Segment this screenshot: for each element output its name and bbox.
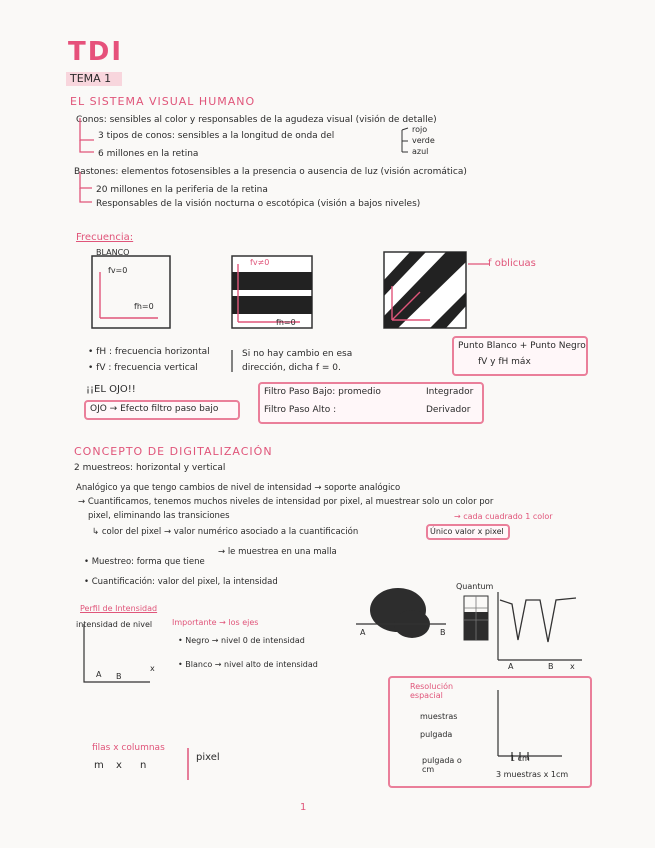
ojo-heading: ¡¡EL OJO!!: [86, 384, 136, 395]
blanco-label: BLANCO: [96, 248, 130, 257]
color-verde: verde: [412, 136, 435, 145]
ojo-effect: OJO → Efecto filtro paso bajo: [90, 404, 219, 414]
fmax-text: fV y fH máx: [478, 357, 531, 367]
fv0-label: fv=0: [108, 266, 128, 275]
m-symbol: m: [94, 760, 104, 771]
unico-text: Único valor x pixel: [430, 527, 504, 536]
intensidad-axis-label: intensidad de nivel: [76, 620, 153, 629]
punto-text: Punto Blanco + Punto Negro: [458, 341, 586, 351]
scan-a: A: [360, 628, 366, 637]
negro-text: • Negro → nivel 0 de intensidad: [178, 636, 305, 645]
quantum-label: Quantum: [456, 582, 494, 591]
muestras-label: muestras: [420, 712, 458, 721]
derivador: Derivador: [426, 405, 471, 415]
frecuencia-heading: Frecuencia:: [76, 232, 134, 243]
n-symbol: n: [140, 760, 147, 771]
section-heading-digitalizacion: CONCEPTO DE DIGITALIZACIÓN: [74, 445, 273, 458]
tema-label: TEMA 1: [70, 72, 112, 85]
fh0b-label: fh=0: [276, 318, 296, 327]
pixel-line: pixel, eliminando las transiciones: [88, 511, 230, 521]
section-heading-visual-system: EL SISTEMA VISUAL HUMANO: [70, 95, 256, 108]
conos-count: 6 millones en la retina: [98, 149, 199, 159]
cada-cuadrado: → cada cuadrado 1 color: [454, 512, 553, 521]
perfil-heading: Perfil de Intensidad: [80, 604, 158, 613]
color-rojo: rojo: [412, 125, 428, 134]
cuantificacion-text: • Cuantificación: valor del pixel, la intensidad: [84, 577, 278, 587]
bastones-text: Bastones: elementos fotosensibles a la presencia o ausencia de luz (visión acromática): [74, 167, 467, 177]
fh0-label: fh=0: [134, 302, 154, 311]
axis-x: x: [150, 664, 155, 673]
fv-nonzero-label: fv≠0: [250, 258, 270, 267]
graph-a: A: [508, 662, 514, 671]
fv-label: • fV : frecuencia vertical: [88, 363, 198, 373]
conos-types: 3 tipos de conos: sensibles a la longitud de onda del: [98, 131, 335, 141]
color-pixel: ↳ color del pixel → valor numérico asociado a la cuantificación: [92, 527, 359, 537]
no-change-text: Si no hay cambio en esa: [242, 349, 353, 359]
tres-muestras-label: 3 muestras x 1cm: [496, 770, 569, 779]
pulgada-label: pulgada: [420, 730, 453, 739]
resolucion-label: Resolución espacial: [410, 682, 454, 700]
bastones-night: Responsables de la visión nocturna o escotópica (visión a bajos niveles): [96, 199, 421, 209]
integrador: Integrador: [426, 387, 474, 397]
fh-label: • fH : frecuencia horizontal: [88, 347, 210, 357]
filtro-alto: Filtro Paso Alto :: [264, 405, 337, 415]
x-symbol: x: [116, 760, 122, 771]
filtro-bajo: Filtro Paso Bajo: promedio: [264, 387, 381, 397]
page-title: TDI: [68, 37, 123, 67]
graph-x: x: [570, 662, 575, 671]
color-azul: azul: [412, 147, 429, 156]
bastones-count: 20 millones en la periferia de la retina: [96, 185, 268, 195]
filas-label: filas x columnas: [92, 743, 165, 753]
conos-text: Conos: sensibles al color y responsables de la agudeza visual (visión de detalle): [76, 115, 437, 125]
page-number: 1: [300, 802, 307, 813]
muestreos: 2 muestreos: horizontal y vertical: [74, 463, 226, 473]
axis-b: B: [116, 672, 122, 681]
graph-b: B: [548, 662, 554, 671]
f-oblicuas-label: f oblicuas: [488, 258, 536, 269]
scan-b: B: [440, 628, 446, 637]
blanco-nivel-text: • Blanco → nivel alto de intensidad: [178, 660, 318, 669]
pulgada-cm-label: pulgada o cm: [422, 756, 462, 774]
cuantificamos: → Cuantificamos, tenemos muchos niveles de intensidad por pixel, al muestrear solo un color por: [78, 497, 494, 507]
one-cm-label: 1 cm: [510, 754, 530, 763]
importante-label: Importante → los ejes: [172, 618, 259, 627]
muestreo-text: • Muestreo: forma que tiene: [84, 557, 205, 567]
malla-text: → le muestrea en una malla: [218, 547, 337, 557]
no-change-text-2: dirección, dicha f = 0.: [242, 363, 341, 373]
analogico: Analógico ya que tengo cambios de nivel de intensidad → soporte analógico: [76, 483, 401, 493]
axis-a: A: [96, 670, 102, 679]
pixel-label: pixel: [196, 752, 220, 763]
